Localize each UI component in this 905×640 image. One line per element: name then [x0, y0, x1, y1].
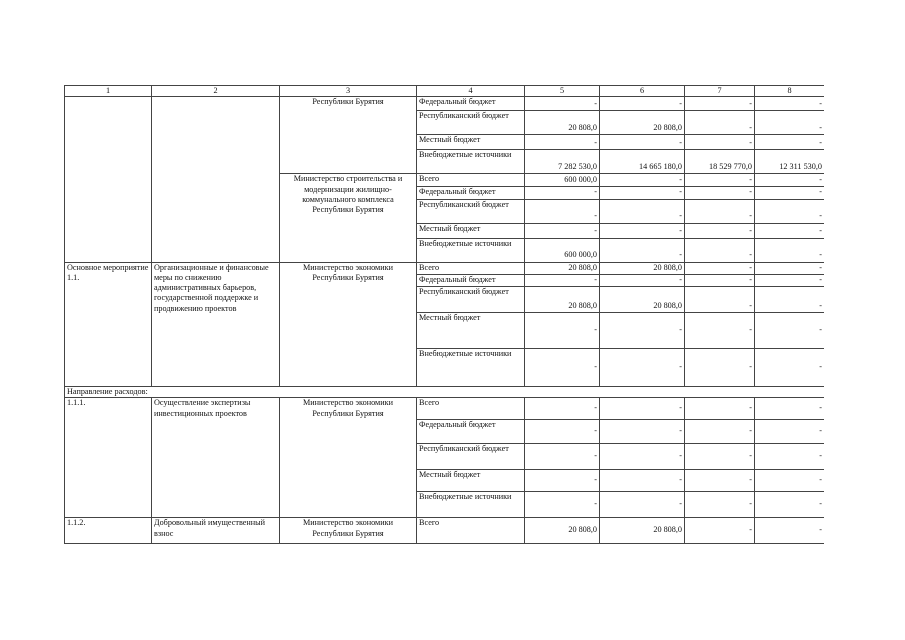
source-cell: Республиканский бюджет: [417, 287, 525, 313]
value-cell: -: [685, 262, 755, 274]
value-cell: -: [755, 135, 825, 150]
table-row: [65, 518, 825, 544]
item-name: Осуществление экспертизы инвестиционных проектов: [152, 398, 280, 518]
value-cell: 7 282 530,0: [525, 150, 600, 174]
value-cell: -: [755, 444, 825, 470]
col-header: 5: [525, 86, 600, 97]
value-cell: -: [685, 313, 755, 349]
value-cell: 20 808,0: [600, 518, 685, 544]
source-cell: Республиканский бюджет: [417, 111, 525, 135]
value-cell: -: [600, 313, 685, 349]
col-header: 3: [280, 86, 417, 97]
value-cell: -: [755, 470, 825, 492]
value-cell: -: [755, 262, 825, 274]
value-cell: 18 529 770,0: [685, 150, 755, 174]
source-cell: Местный бюджет: [417, 135, 525, 150]
value-cell: -: [600, 238, 685, 262]
value-cell: -: [755, 111, 825, 135]
col-header: 4: [417, 86, 525, 97]
column-number-row: [65, 86, 825, 97]
value-cell: -: [525, 223, 600, 238]
value-cell: -: [685, 135, 755, 150]
source-cell: Федеральный бюджет: [417, 97, 525, 111]
item-code: 1.1.2.: [65, 518, 152, 544]
executor-cell: Министерство экономики Республики Бурятия: [280, 262, 417, 387]
value-cell: -: [600, 97, 685, 111]
value-cell: 20 808,0: [600, 287, 685, 313]
value-cell: -: [755, 174, 825, 187]
table-row: [65, 398, 825, 420]
value-cell: -: [525, 274, 600, 286]
source-cell: Федеральный бюджет: [417, 187, 525, 199]
value-cell: -: [755, 187, 825, 199]
value-cell: -: [685, 420, 755, 444]
value-cell: 20 808,0: [525, 111, 600, 135]
measure-name: Организационные и финансовые меры по снижению административных барьеров, государственной поддержке и продвижению проектов: [152, 262, 280, 387]
value-cell: 20 808,0: [525, 518, 600, 544]
col-header: 1: [65, 86, 152, 97]
value-cell: -: [685, 97, 755, 111]
value-cell: -: [600, 223, 685, 238]
value-cell: -: [685, 470, 755, 492]
executor-cell: Министерство экономики Республики Бурятия: [280, 518, 417, 544]
value-cell: -: [685, 238, 755, 262]
source-cell: Федеральный бюджет: [417, 274, 525, 286]
source-cell: Внебюджетные источники: [417, 238, 525, 262]
value-cell: -: [685, 444, 755, 470]
executor-cell: Республики Бурятия: [280, 97, 417, 174]
value-cell: -: [600, 187, 685, 199]
source-cell: Всего: [417, 518, 525, 544]
source-cell: Федеральный бюджет: [417, 420, 525, 444]
value-cell: -: [600, 174, 685, 187]
value-cell: -: [685, 274, 755, 286]
value-cell: -: [755, 492, 825, 518]
value-cell: -: [755, 238, 825, 262]
value-cell: -: [600, 349, 685, 387]
source-cell: Внебюджетные источники: [417, 349, 525, 387]
executor-cell: Министерство экономики Республики Бурятия: [280, 398, 417, 518]
value-cell: 600 000,0: [525, 174, 600, 187]
value-cell: -: [755, 349, 825, 387]
value-cell: -: [600, 135, 685, 150]
value-cell: -: [600, 492, 685, 518]
value-cell: -: [600, 199, 685, 223]
value-cell: -: [685, 199, 755, 223]
direction-label: Направление расходов:: [65, 387, 825, 398]
value-cell: -: [755, 420, 825, 444]
value-cell: 20 808,0: [525, 262, 600, 274]
source-cell: Внебюджетные источники: [417, 150, 525, 174]
value-cell: -: [525, 398, 600, 420]
col-header: 7: [685, 86, 755, 97]
value-cell: -: [685, 174, 755, 187]
measure-code: Основное мероприятие 1.1.: [65, 262, 152, 387]
executor-cell: Министерство строительства и модернизации жилищно-коммунального комплекса Республики Бурятия: [280, 174, 417, 262]
source-cell: Местный бюджет: [417, 223, 525, 238]
value-cell: -: [525, 349, 600, 387]
value-cell: -: [755, 518, 825, 544]
value-cell: -: [600, 444, 685, 470]
value-cell: 12 311 530,0: [755, 150, 825, 174]
value-cell: 20 808,0: [600, 262, 685, 274]
value-cell: -: [755, 313, 825, 349]
table-row: [65, 262, 825, 274]
item-code: 1.1.1.: [65, 398, 152, 518]
source-cell: Местный бюджет: [417, 470, 525, 492]
value-cell: -: [755, 223, 825, 238]
source-cell: Всего: [417, 262, 525, 274]
value-cell: -: [600, 274, 685, 286]
table-row: [65, 97, 825, 111]
name-cell: [152, 97, 280, 262]
budget-table-page: [64, 85, 824, 560]
source-cell: Республиканский бюджет: [417, 199, 525, 223]
col-header: 2: [152, 86, 280, 97]
value-cell: 20 808,0: [525, 287, 600, 313]
source-cell: Республиканский бюджет: [417, 444, 525, 470]
value-cell: -: [685, 492, 755, 518]
value-cell: -: [755, 287, 825, 313]
value-cell: 14 665 180,0: [600, 150, 685, 174]
code-cell: [65, 97, 152, 262]
source-cell: Всего: [417, 174, 525, 187]
col-header: 6: [600, 86, 685, 97]
value-cell: -: [685, 398, 755, 420]
value-cell: -: [685, 223, 755, 238]
value-cell: -: [600, 470, 685, 492]
value-cell: -: [525, 492, 600, 518]
value-cell: -: [600, 420, 685, 444]
value-cell: -: [600, 398, 685, 420]
budget-table: [64, 85, 824, 544]
item-name: Добровольный имущественный взнос: [152, 518, 280, 544]
value-cell: -: [525, 420, 600, 444]
value-cell: -: [525, 135, 600, 150]
value-cell: -: [525, 97, 600, 111]
value-cell: -: [525, 444, 600, 470]
value-cell: -: [755, 199, 825, 223]
source-cell: Всего: [417, 398, 525, 420]
source-cell: Внебюджетные источники: [417, 492, 525, 518]
value-cell: 600 000,0: [525, 238, 600, 262]
value-cell: -: [525, 470, 600, 492]
value-cell: -: [685, 287, 755, 313]
value-cell: -: [525, 187, 600, 199]
value-cell: -: [525, 199, 600, 223]
value-cell: -: [685, 111, 755, 135]
source-cell: Местный бюджет: [417, 313, 525, 349]
value-cell: -: [525, 313, 600, 349]
value-cell: -: [685, 349, 755, 387]
value-cell: -: [685, 518, 755, 544]
value-cell: -: [755, 274, 825, 286]
value-cell: 20 808,0: [600, 111, 685, 135]
value-cell: -: [755, 398, 825, 420]
value-cell: -: [685, 187, 755, 199]
col-header: 8: [755, 86, 825, 97]
value-cell: -: [755, 97, 825, 111]
direction-row: [65, 387, 825, 398]
